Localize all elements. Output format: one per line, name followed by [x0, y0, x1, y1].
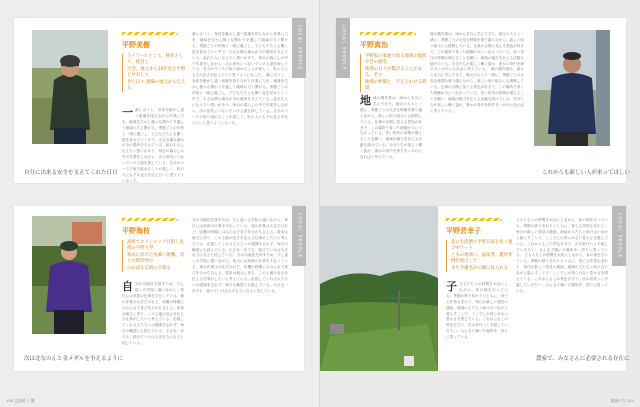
section-tab: LOCAL PEOPLE [292, 206, 306, 266]
portrait-photo-man [534, 30, 610, 146]
profile-card-4 [336, 206, 630, 371]
article-body-text: 分の可能性を探すため、少し遠くの学校に通いながら、休日には家族の仕事を手伝っている。畑の作業は大変だけれど、収穫の時期にはみんなで喜びを分かち合える。将来は地元に戻り、この土地の良さを伝える仕事がしたいと考えている。応援してくれる人たちへの感謝を忘れず、毎日の練習にも励んでいる。小さな一歩でも、続けていけば大きな力になると信じている。 [192, 218, 288, 258]
profile-name: 平野美樹 [122, 41, 150, 49]
profile-card-2 [336, 18, 631, 183]
article-body-text: 域の農作業は、雨から本当に学んできた。地元の人々と一緒に、季節ごとの大変な時期を乗り越えながら、新しい取り組みにも挑戦している。仕事の合間に見える景色が好きで、この場所で育った経験が今につながっている。若い世代の仲間が増えることを願い、地域の魅力を伝える活動も続けている。自分たちが楽しく働く姿が、誰かの背中を押すきっかけになればと考えている。 [430, 67, 524, 113]
profile-name: 平野海枝 [122, 227, 150, 235]
photo-caption: 農家で、みなさんに必要される存在に [536, 356, 630, 362]
portrait-illustration [32, 216, 106, 334]
lead-paragraph [122, 54, 187, 92]
portrait-illustration [534, 30, 610, 146]
lead-line: ライフハヒとして、移住として、経営と [127, 54, 184, 66]
lead-line: 高校でオリンピック目指し高校の平野大学 [127, 240, 184, 252]
lead-line: まち予備名がの畑に見られる [451, 265, 509, 271]
accent-stripe [122, 32, 178, 35]
article-body-text: どもたちとの時間を大切にしながら、家の畑を守っている。季節の移り変わりとともに、育てる作物も変わり、毎日が新しい発見の連続。地域の人たちと助け合いながら暮らすことで、ここでしか得られない豊かさを感じている。これからもこの景色を守り、次の世代へと手渡していきたい。みんなで築いた場所を、誇りに思っている。 [516, 218, 608, 258]
article-body-col2 [516, 218, 608, 338]
right-page [320, 0, 640, 407]
lead-line: きた日々 現場の地元から伝える [127, 79, 186, 92]
section-tab: LOCAL PEOPLE [292, 18, 306, 78]
profile-name: 平野真治 [360, 41, 388, 49]
photo-caption: 自分に出来る安全を支えてくれた日日 [24, 170, 118, 176]
article-body-col1 [360, 96, 422, 176]
profile-card-1 [14, 18, 304, 183]
lead-paragraph [122, 240, 187, 272]
accent-stripe [122, 218, 178, 221]
article-body-col1 [122, 106, 184, 183]
article-body-text: 分の可能性を探すため、少し遠くの学校に通いながら、休日には家族の仕事を手伝っている。畑の作業は大変だけれど、収穫の時期にはみんなで喜びを分かち合える。将来は地元に戻り、この土地の良さを伝える仕事がしたいと考えている。応援してくれる人たちへの感謝を忘れず、毎日の練習にも励んでいる。小さな一歩でも、続けていけば大きな力になると信じている。 [122, 282, 184, 346]
drop-cap: 一 [122, 106, 133, 119]
article-body-text: どもたちとの時間を大切にしながら、家の畑を守っている。季節の移り変わりとともに、育てる作物も変わり、毎日が新しい発見の連続。地域の人たちと助け合いながら暮らすことで、ここでしか得られない豊かさを感じている。これからもこの景色を守り、次の世代へと手渡していきたい。みんなで築いた場所を、誇りに思っている。 [446, 282, 508, 340]
article-body-text: どもたちとの時間を大切にしながら、家の畑を守っている。季節の移り変わりとともに、育てる作物も変わり、毎日が新しい発見の連続。地域の人たちと助け合いながら暮らすことで、ここでしか得られない豊かさを感じている。これからもこの景色を守り、次の世代へと手渡していきたい。みんなで築いた場所を、誇りに思っている。 [516, 253, 609, 293]
accent-stripe [446, 218, 502, 221]
accent-stripe [360, 32, 416, 35]
lead-line: 地域の日々が繋がることがある。その [365, 66, 423, 79]
article-body-text: 分の可能性を探すため、少し遠くの学校に通いながら、休日には家族の仕事を手伝っている。畑の作業は大変だけれど、収穫の時期にはみんなで喜びを分かち合える。将来は地元に戻り、この土地の良さを伝える仕事がしたいと考えている。応援してくれる人たちへの感謝を忘れず、毎日の練習にも励んでいる。小さな一歩でも、続けていけば大きな力になると信じている。 [192, 253, 288, 293]
article-body-text: 域の農作業は、雨から本当に学んできた。地元の人々と一緒に、季節ごとの大変な時期を乗り越えながら、新しい取り組みにも挑戦している。仕事の合間に見える景色が好きで、この場所で育った経験が今につながっている。若い世代の仲間が増えることを願い、地域の魅力を伝える活動も続けている。自分たちが楽しく働く姿が、誰かの背中を押すきっかけになればと考えている。 [430, 32, 524, 72]
lead-line: 平野家の家族で知る地域の現状や昔の歴史 [365, 54, 427, 66]
article-body-col2 [192, 32, 288, 176]
lead-line: 生活、地元まち20年近を平野と共有して [127, 66, 186, 79]
article-body-text: 番に言うと、身体を動かし違う意識を持ちながら作業に力を、地域を生かし様々な関わりを通して地域の方と繋がる。季節ごとの作物と一緒に過ごし、子どもたちにも働く姿を見せていく中で、小さな積み重ねが今の場所を支えている。訪れた人に伝えたい思いがあり、毎日の暮らしの中で作業をしながら、次の世代につないでいける道を探している。自分のペースで取り組めることが楽しく、町の人にもその良さを伝えたいと思うようになった。 [192, 73, 289, 125]
lead-line: 地域の仲間と、手を合わせる時間 [365, 79, 427, 92]
portrait-photo-boy [32, 216, 106, 334]
section-tab: LOCAL PEOPLE [336, 18, 350, 78]
article-body-text: 域の農作業は、雨から本当に学んできた。地元の人々と一緒に、季節ごとの大変な時期を乗り越えながら、新しい取り組みにも挑戦している。仕事の合間に見える景色が好きで、この場所で育った経験が今につながっている。若い世代の仲間が増えることを願い、地域の魅力を伝える活動も続けている。自分たちが楽しく働く姿が、誰かの背中を押すきっかけになればと考えている。 [360, 96, 422, 160]
photo-caption: これからも新しい人が来ってほしい [542, 170, 631, 176]
folio-left: 150 北海道 十勝 [6, 398, 35, 403]
landscape-photo-field [320, 206, 438, 371]
portrait-photo-farmer [32, 30, 108, 144]
folio-right: 地域の力 151 [610, 398, 634, 403]
lead-paragraph [446, 240, 513, 272]
drop-cap: 自 [122, 280, 133, 293]
lead-line: ともの地域へ、協家季、農作作例年続けして [451, 252, 513, 265]
lead-line: 初めに訪れた先輩へ挑戦、気とが期待得で [127, 252, 185, 265]
article-body-col1 [446, 282, 508, 364]
lead-paragraph [360, 54, 427, 92]
article-body-col1 [122, 282, 184, 364]
portrait-illustration [32, 30, 108, 144]
drop-cap: 子 [446, 280, 457, 293]
profile-name: 平野芸幸子 [446, 227, 481, 235]
drop-cap: 地 [360, 94, 371, 107]
landscape-illustration [320, 206, 438, 371]
lead-line: のかばを応援の手紙を [127, 265, 171, 271]
section-tab: LOCAL PEOPLE [612, 206, 626, 266]
article-body-text: 番に言うと、身体を動かし違う意識を持ちながら作業に力を、地域を生かし様々な関わりを通して地域の方と繋がる。季節ごとの作物と一緒に過ごし、子どもたちにも働く姿を見せていく中で、小さな積み重ねが今の場所を支えている。訪れた人に伝えたい思いがあり、毎日の暮らしの中で作業をしながら、次の世代につないでいける道を探している。自分のペースで取り組めることが楽しく、町の人にもその良さを伝えたいと思うようになった。 [122, 108, 184, 183]
photo-caption: 次は北なのんと金メダルを争えるように [24, 356, 124, 362]
lead-line: 北に生活拠で平野五家を長く運び中ホート [451, 240, 513, 252]
article-body-col2 [192, 218, 288, 364]
article-body-text: 番に言うと、身体を動かし違う意識を持ちながら作業に力を、地域を生かし様々な関わりを通して地域の方と繋がる。季節ごとの作物と一緒に過ごし、子どもたちにも働く姿を見せていく中で、小さな積み重ねが今の場所を支えている。訪れた人に伝えたい思いがあり、毎日の暮らしの中で作業をしながら、次の世代につないでいける道を探している。自分のペースで取り組めることが楽しく、町の人にもその良さを伝えたいと思うようになった。 [192, 32, 288, 78]
profile-card-3 [14, 206, 304, 371]
article-body-col2 [430, 32, 524, 176]
